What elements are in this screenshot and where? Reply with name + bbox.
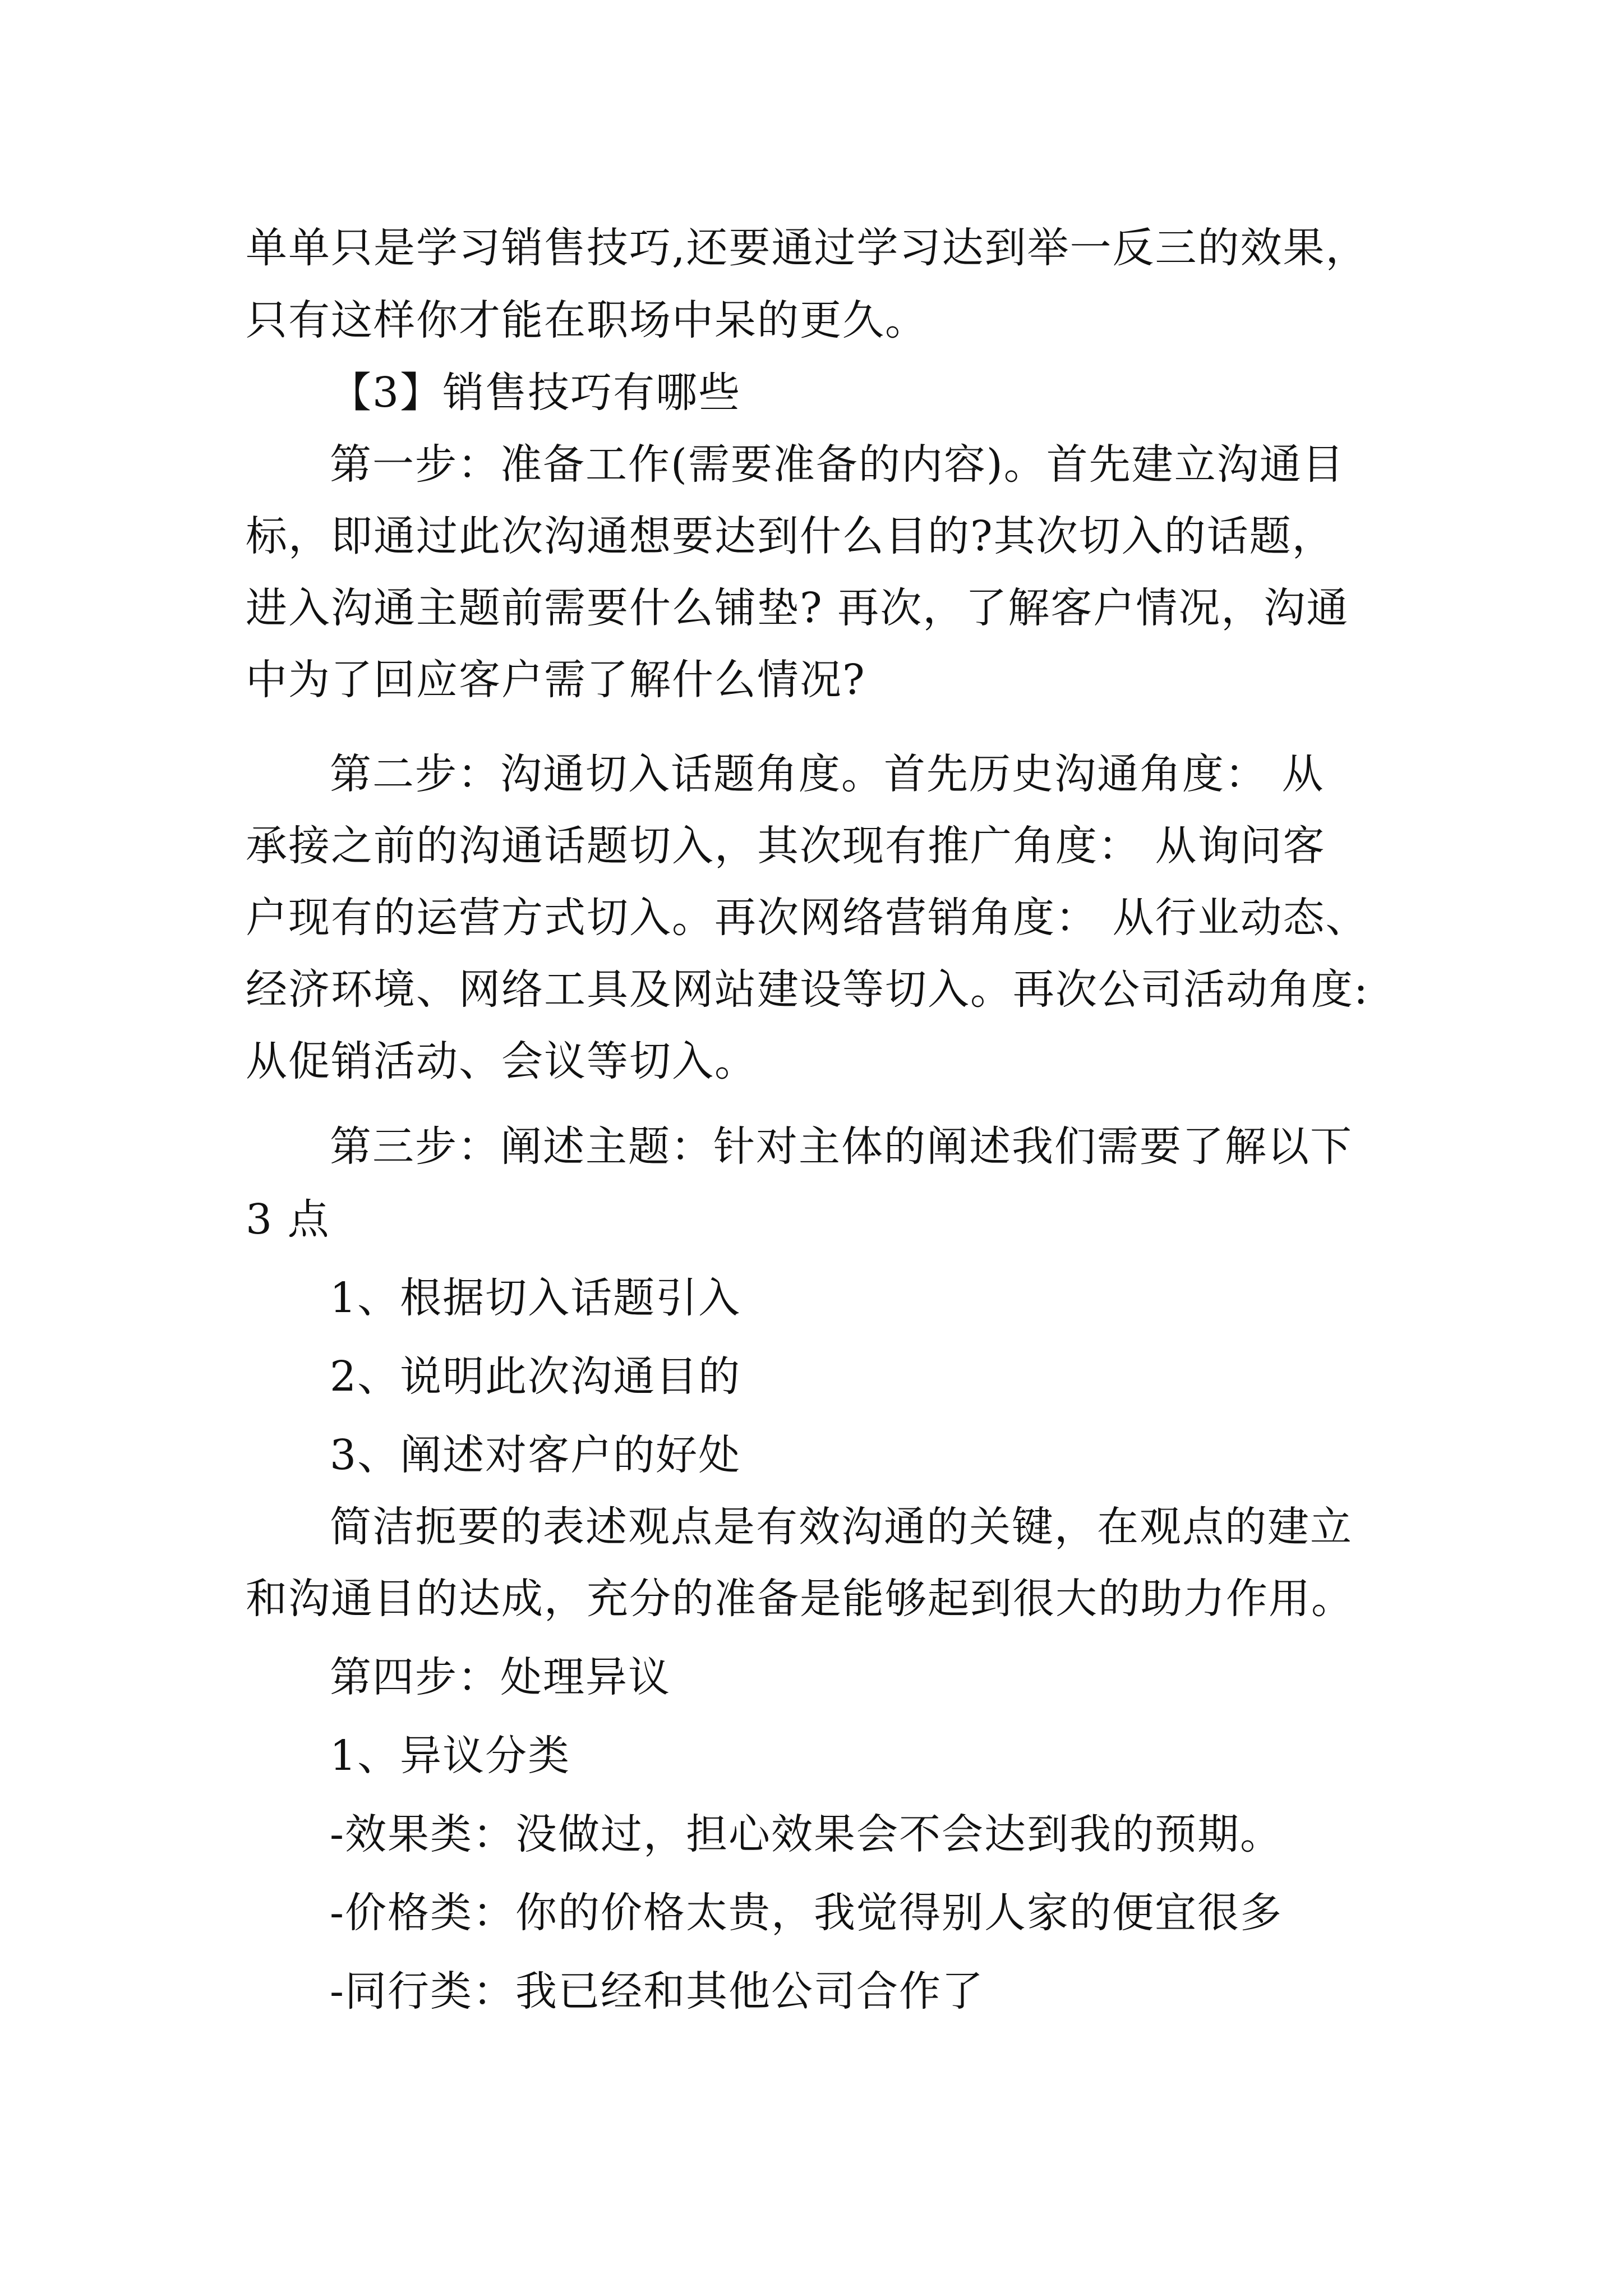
text-line: 3 点 — [246, 1195, 330, 1244]
list-item: 1、异议分类 — [330, 1732, 571, 1780]
text-line: 第二步：沟通切入话题角度。首先历史沟通角度： 从 — [330, 750, 1325, 798]
list-item: -同行类：我已经和其他公司合作了 — [330, 1967, 985, 2016]
list-item: -价格类：你的价格太贵，我觉得别人家的便宜很多 — [330, 1889, 1283, 1937]
list-item: 1、根据切入话题引入 — [330, 1274, 741, 1322]
text-line: 标，即通过此次沟通想要达到什么目的?其次切入的话题， — [246, 512, 1335, 560]
list-item: 2、说明此次沟通目的 — [330, 1352, 741, 1401]
text-line: 第四步：处理异议 — [330, 1653, 671, 1701]
text-line: 中为了回应客户需了解什么情况? — [246, 656, 866, 704]
text-line: 单单只是学习销售技巧,还要通过学习达到举一反三的效果， — [246, 224, 1368, 272]
text-line: 第三步：阐述主题：针对主体的阐述我们需要了解以下 — [330, 1122, 1353, 1171]
list-item: 3、阐述对客户的好处 — [330, 1431, 741, 1479]
text-line: 只有这样你才能在职场中呆的更久。 — [246, 296, 928, 344]
section-heading: 【3】销售技巧有哪些 — [330, 369, 741, 417]
text-line: 进入沟通主题前需要什么铺垫? 再次，了解客户情况，沟通 — [246, 584, 1349, 632]
text-line: 承接之前的沟通话题切入，其次现有推广角度： 从询问客 — [246, 822, 1326, 870]
text-line: 从促销活动、会议等切入。 — [246, 1037, 757, 1085]
text-line: 经济环境、网络工具及网站建设等切入。再次公司活动角度: — [246, 965, 1369, 1014]
text-line: 户现有的运营方式切入。再次网络营销角度： 从行业动态、 — [246, 894, 1368, 942]
text-line: 第一步：准备工作(需要准备的内容)。首先建立沟通目 — [330, 440, 1345, 489]
list-item: -效果类：没做过，担心效果会不会达到我的预期。 — [330, 1810, 1283, 1858]
text-line: 和沟通目的达成，充分的准备是能够起到很大的助力作用。 — [246, 1575, 1354, 1623]
text-line: 简洁扼要的表述观点是有效沟通的关键，在观点的建立 — [330, 1503, 1353, 1551]
